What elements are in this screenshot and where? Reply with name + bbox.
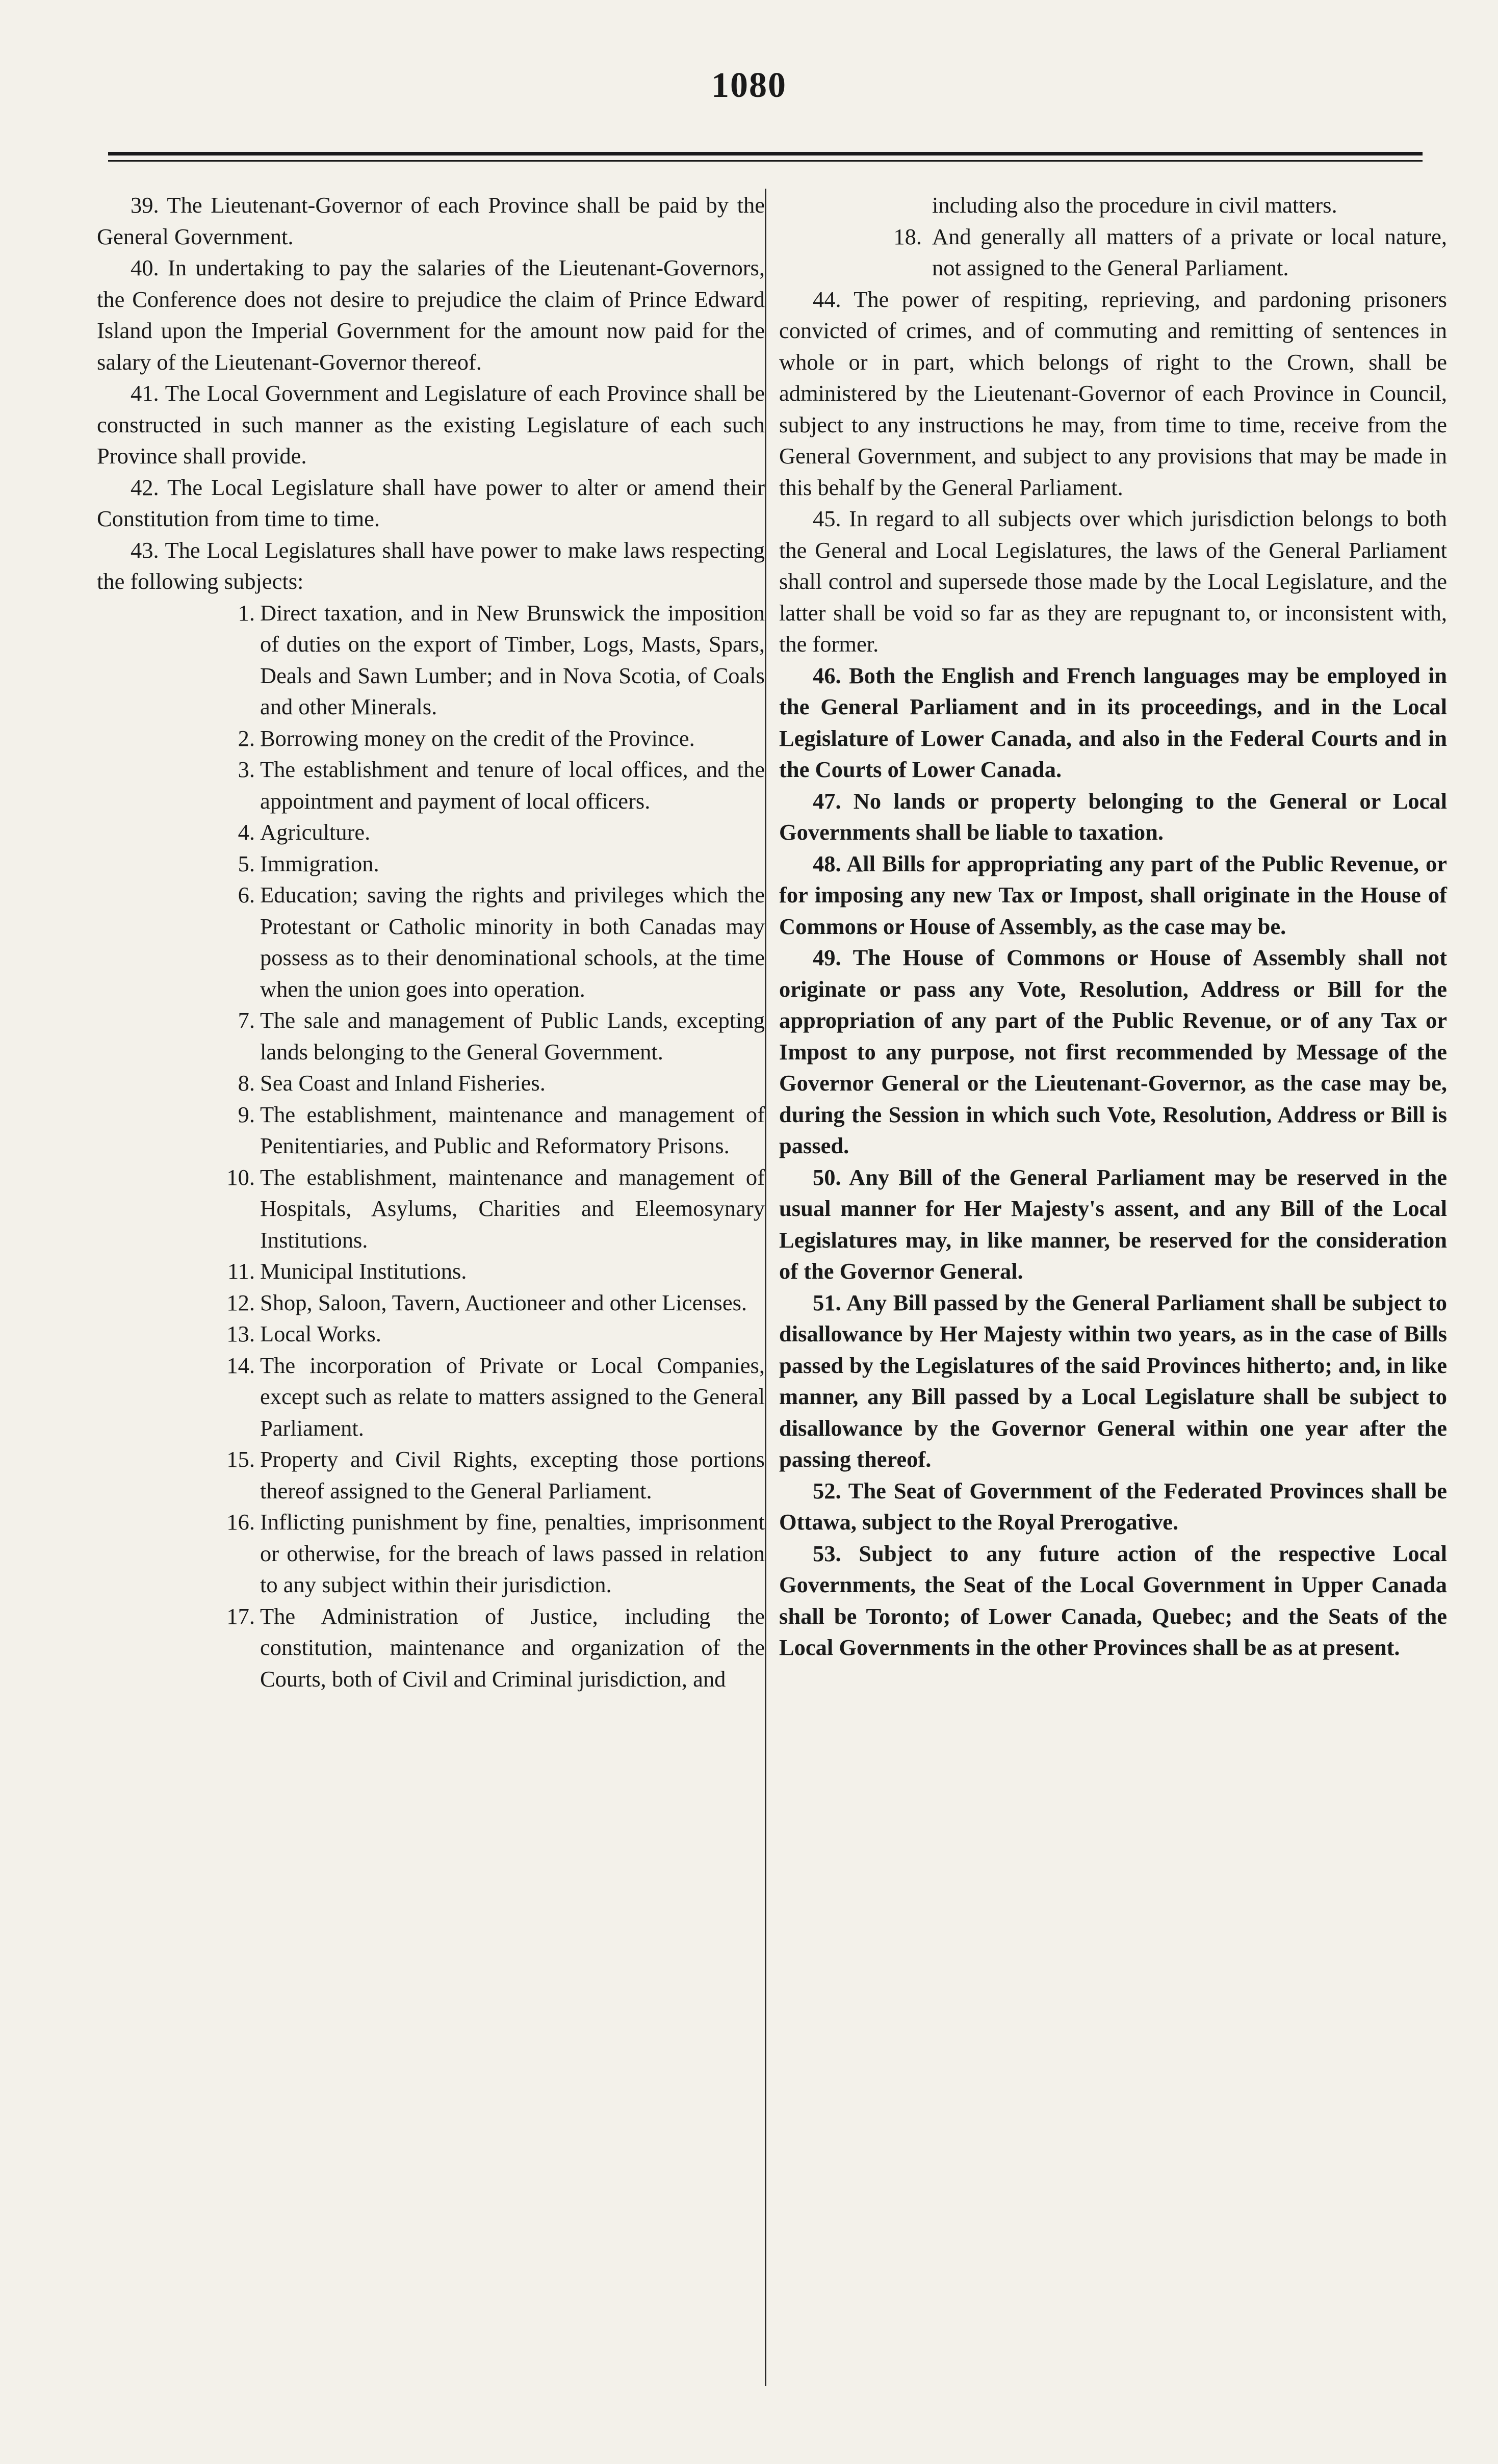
subject-item	[97, 817, 765, 848]
subject-item	[97, 1601, 765, 1695]
subject-number: 18.	[893, 223, 922, 249]
resolution-39: 39. The Lieutenant-Governor of each Province shall be paid by the General Government.	[97, 192, 765, 249]
resolution-52: 52. The Seat of Government of the Federated Provinces shall be Ottawa, subject to the Royal Prerogative.	[779, 1477, 1447, 1535]
subject-number: 8.	[238, 1070, 255, 1096]
subject-number: 10.	[226, 1164, 255, 1190]
subject-text: Local Works.	[260, 1321, 381, 1346]
subject-item	[97, 1005, 765, 1068]
subject-number: 16.	[226, 1509, 255, 1535]
subjects-list	[97, 598, 765, 1695]
resolution-43: 43. The Local Legislatures shall have power to make laws respecting the following subjects:	[97, 537, 765, 594]
subject-number: 6.	[238, 882, 255, 907]
subject-text: The establishment and tenure of local offices, and the appointment and payment of local officers.	[260, 757, 765, 814]
subject-number: 7.	[238, 1007, 255, 1033]
subject-text: Immigration.	[260, 850, 379, 876]
resolution-44: 44. The power of respiting, reprieving, and pardoning prisoners convicted of crimes, and of commuting and remitting of sentences in whole or in part, which belongs of right to the Crown, shall be administered by the Lieutenant-Governor of each Province in Council, subject to any instructions he may, from time to time, receive from the General Government, and subject to any provisions that may be made in this behalf by the General Parliament.	[779, 286, 1447, 500]
subject-number: 4.	[238, 819, 255, 845]
left-column	[97, 190, 765, 1695]
subject-number: 15.	[226, 1446, 255, 1472]
subject-text: The establishment, maintenance and management of Hospitals, Asylums, Charities and Eleemosynary Institutions.	[260, 1164, 765, 1253]
subject-item-18	[779, 221, 1447, 284]
subject-text: Property and Civil Rights, excepting those portions thereof assigned to the General Parliament.	[260, 1446, 765, 1503]
subject-item	[97, 1287, 765, 1319]
subject-number: 11.	[227, 1258, 255, 1284]
subject-number: 17.	[226, 1603, 255, 1629]
subject-item	[97, 1318, 765, 1350]
subject-number: 3.	[238, 757, 255, 782]
resolution-46: 46. Both the English and French languages may be employed in the General Parliament and in its proceedings, and in the Local Legislature of Lower Canada, and also in the Federal Courts and in the Courts of Lower Canada.	[779, 662, 1447, 782]
resolution-51: 51. Any Bill passed by the General Parliament shall be subject to disallowance by Her Majesty within two years, as in the case of Bills passed by the Legislatures of the said Provinces hitherto; and, in like manner, any Bill passed by a Local Legislature shall be subject to disallowance by the Governor General within one year after the passing thereof.	[779, 1289, 1447, 1472]
subject-item	[97, 1444, 765, 1507]
subject-text: Agriculture.	[260, 819, 371, 845]
resolution-50: 50. Any Bill of the General Parliament may be reserved in the usual manner for Her Majesty's assent, and any Bill of the Local Legislatures may, in like manner, be reserved for the consideration of the Governor General.	[779, 1164, 1447, 1284]
subject-number: 2.	[238, 725, 255, 751]
resolution-41: 41. The Local Government and Legislature of each Province shall be constructed in such manner as the existing Legislature of each such Province shall provide.	[97, 380, 765, 469]
subject-number: 14.	[226, 1352, 255, 1378]
subject-text: The sale and management of Public Lands, excepting lands belonging to the General Government.	[260, 1007, 765, 1065]
subject-item	[97, 1068, 765, 1099]
subject-text: Inflicting punishment by fine, penalties, imprisonment or otherwise, for the breach of laws passed in relation to any subject within their jurisdiction.	[260, 1509, 765, 1597]
subject-item	[97, 1099, 765, 1162]
page-number: 1080	[711, 66, 787, 105]
resolution-45: 45. In regard to all subjects over which jurisdiction belongs to both the General and Local Legislatures, the laws of the General Parliament shall control and supersede those made by the Local Legislature, and the latter shall be void so far as they are repugnant to, or inconsistent with, the former.	[779, 506, 1447, 657]
resolution-48: 48. All Bills for appropriating any part of the Public Revenue, or for imposing any new Tax or Impost, shall originate in the House of Commons or House of Assembly, as the case may be.	[779, 850, 1447, 939]
resolution-40: 40. In undertaking to pay the salaries of the Lieutenant-Governors, the Conference does not desire to prejudice the claim of Prince Edward Island upon the Imperial Government for the amount now paid for the salary of the Lieutenant-Governor thereof.	[97, 255, 765, 375]
subject-item	[97, 848, 765, 880]
subject-number: 12.	[226, 1289, 255, 1315]
subject-text: The incorporation of Private or Local Companies, except such as relate to matters assigned to the General Parliament.	[260, 1352, 765, 1441]
subject-text: And generally all matters of a private or local nature, not assigned to the General Parliament.	[932, 223, 1447, 280]
resolution-42: 42. The Local Legislature shall have power to alter or amend their Constitution from time to time.	[97, 474, 765, 531]
column-divider	[765, 189, 766, 2386]
subject-item	[97, 1350, 765, 1444]
subject-item	[97, 723, 765, 755]
header-rule-thin	[108, 160, 1423, 162]
subject-text: Municipal Institutions.	[260, 1258, 467, 1284]
subject-text: The Administration of Justice, including the constitution, maintenance and organization of the Courts, both of Civil and Criminal jurisdiction, and	[260, 1603, 765, 1692]
resolution-47: 47. No lands or property belonging to the General or Local Governments shall be liable to taxation.	[779, 788, 1447, 845]
subject-item	[97, 1507, 765, 1601]
subject-number: 9.	[238, 1101, 255, 1127]
subject-text: Sea Coast and Inland Fisheries.	[260, 1070, 546, 1096]
subject-text: The establishment, maintenance and management of Penitentiaries, and Public and Reformatory Prisons.	[260, 1101, 765, 1158]
subject-item	[97, 879, 765, 1005]
subject-text: Borrowing money on the credit of the Province.	[260, 725, 695, 751]
resolution-53: 53. Subject to any future action of the respective Local Governments, the Seat of the Local Government in Upper Canada shall be Toronto; of Lower Canada, Quebec; and the Seats of the Local Governments in the other Provinces shall be as at present.	[779, 1540, 1447, 1660]
subject-number: 1.	[238, 600, 255, 626]
subject-number: 13.	[226, 1321, 255, 1346]
subject-text: Shop, Saloon, Tavern, Auctioneer and other Licenses.	[260, 1289, 747, 1315]
subject-item	[97, 1256, 765, 1287]
subject-number: 5.	[238, 850, 255, 876]
subject-text: Direct taxation, and in New Brunswick the imposition of duties on the export of Timber, Logs, Masts, Spars, Deals and Sawn Lumber; and in Nova Scotia, of Coals and other Minerals.	[260, 600, 765, 719]
subject-item	[97, 754, 765, 817]
subject-item	[97, 1162, 765, 1256]
header-rule	[108, 152, 1423, 155]
subject-17-continued: including also the procedure in civil matters.	[932, 192, 1337, 218]
resolution-49: 49. The House of Commons or House of Assembly shall not originate or pass any Vote, Resolution, Address or Bill for the appropriation of any part of the Public Revenue, or of any Tax or Impost to any purpose, not first recommended by Message of the Governor General or the Lieutenant-Governor, as the case may be, during the Session in which such Vote, Resolution, Address or Bill is passed.	[779, 945, 1447, 1158]
subject-text: Education; saving the rights and privileges which the Protestant or Catholic minority in both Canadas may possess as to their denominational schools, at the time when the union goes into operation.	[260, 882, 765, 1002]
right-column	[779, 190, 1447, 1664]
subject-item	[97, 598, 765, 723]
